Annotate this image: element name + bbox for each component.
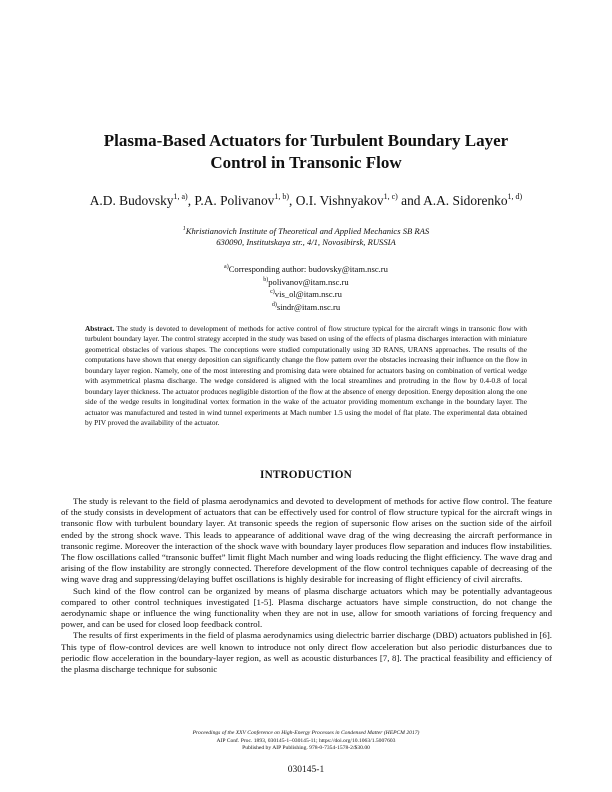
email-sup: c) bbox=[270, 289, 275, 295]
author-name: P.A. Polivanov bbox=[194, 193, 275, 208]
author-separator: and bbox=[397, 193, 424, 208]
body-paragraph: The results of first experiments in the field of plasma aerodynamics using dielectric barrier discharge (DBD) actuators published in [6]. This type of flow-control devices are well known to introduce not only direct flow acceleration but also periodic disturbances due to periodic flow acceleration in the boundary-layer region, as well as acoustic disturbances [7, 8]. The practical feasibility and efficiency of the plasma discharge technique for subsonic bbox=[61, 630, 552, 675]
author-separator: , bbox=[187, 193, 195, 208]
body-text bbox=[61, 496, 552, 675]
abstract-text: The study is devoted to development of methods for active control of flow structure typical for the aircraft wings in transonic flow with turbulent boundary layer. The control strategy accepted in the study was based on using of the effects of plasma discharges interaction with miniature geometrical obstacles of various shapes. The conceptions were studied computationally using 3D RANS, URANS approaches. The results of the computations have shown that energy deposition can significantly change the flow pattern over the obstacles increasing their influence on the flow in boundary layer region. Namely, one of the most interesting and promising data were obtained for actuators basing on combination of vertical wedge with asymmetrical plasma discharge. The wedge considered is aligned with the local streamlines and protruding in the flow by 0.4-0.8 of local boundary layer thickness. The actuator produces negligible distortion of the flow at the absence of energy deposition. Energy deposition along the one side of the wedge results in longitudinal vortex formation in the wake of the actuator providing momentum exchange in the boundary layer. The actuator was manufactured and tested in wind tunnel experiments at Mach number 1.5 using the model of flat plate. The experimental data obtained by PIV proved the availability of the actuator. bbox=[85, 324, 527, 428]
affiliation-sup: 1 bbox=[182, 226, 186, 232]
email-sup: a) bbox=[224, 264, 229, 270]
author-name: A.D. Budovsky bbox=[89, 193, 174, 208]
author-separator: , bbox=[289, 193, 296, 208]
page-number: 030145-1 bbox=[287, 765, 325, 775]
section-heading: INTRODUCTION bbox=[260, 469, 352, 481]
email-sup: b) bbox=[263, 276, 269, 283]
email-text: vis_ol@itam.nsc.ru bbox=[274, 289, 342, 299]
body-paragraph: The study is relevant to the field of plasma aerodynamics and devoted to development of methods for active flow control. The feature of the study consists in development of actuators that can be effectively used for control of flow structure typical for the aircraft wings in transonic flow with turbulent boundary layer. At transonic speeds the region of supersonic flow arises on the suction side of the airfoil ended by the strong shock wave. This leads to appearance of additional wave drag of the wing decreasing the aircraft performance in transonic regime. Moreover the interaction of the shock wave with boundary layer produces flow separation and induces flow instabilities. The flow oscillations called “transonic buffet” limit flight Mach number and wing loads reducing the flight efficiency. The wave drag and arising of the flow instability are strongly connected. Therefore development of the flow control techniques capable of decreasing of the wing wave drag and suppressing/delaying buffet oscillations is highly desirable for increasing of flight efficiency of civil aircrafts. bbox=[61, 496, 552, 585]
author-affil-sup: 1, c) bbox=[383, 192, 398, 201]
email-entry bbox=[60, 300, 552, 313]
author-affil-sup: 1, b) bbox=[274, 192, 290, 201]
author-affil-sup: 1, a) bbox=[173, 192, 188, 201]
affiliation bbox=[60, 224, 552, 248]
email-text: Corresponding author: budovsky@itam.nsc.ru bbox=[228, 264, 388, 274]
email-entry bbox=[60, 275, 552, 288]
abstract bbox=[85, 324, 527, 429]
footer-proceedings: Proceedings of the XXV Conference on High-Energy Processes in Condensed Matter (HEPCM 2017) bbox=[192, 730, 420, 736]
author-list bbox=[40, 188, 572, 210]
affiliation-line-1: Khristianovich Institute of Theoretical and Applied Mechanics SB RAS bbox=[185, 226, 430, 236]
email-text: polivanov@itam.nsc.ru bbox=[268, 276, 349, 287]
affiliation-line-2: 630090, Institutskaya str., 4/1, Novosibirsk, RUSSIA bbox=[216, 237, 396, 247]
email-entry bbox=[60, 262, 552, 275]
author-name: A.A. Sidorenko bbox=[423, 193, 508, 208]
email-list bbox=[60, 262, 552, 312]
body-paragraph: Such kind of the flow control can be organized by means of plasma discharge actuators which may be potentially advantageous compared to other control techniques investigated [1-5]. Plasma discharge actuators have simple construction, do not change the aerodynamic shape or influence the wing functionality when they are not in use, allow for smooth variations of forcing frequency and power, and can be used for closed loop feedback control. bbox=[61, 585, 552, 630]
author-name: O.I. Vishnyakov bbox=[295, 193, 384, 208]
email-entry bbox=[60, 287, 552, 300]
title-line-1: Plasma-Based Actuators for Turbulent Boundary Layer bbox=[103, 131, 509, 150]
page-footer bbox=[60, 730, 552, 753]
paper-title bbox=[60, 130, 552, 174]
title-line-2: Control in Transonic Flow bbox=[210, 153, 402, 172]
author-affil-sup: 1, d) bbox=[507, 192, 523, 201]
abstract-label: Abstract. bbox=[85, 324, 115, 333]
email-sup: d) bbox=[271, 301, 277, 308]
footer-citation: AIP Conf. Proc. 1893, 030145-1–030145-11; https://doi.org/10.1063/1.5007603 bbox=[216, 737, 396, 744]
email-text: sindr@itam.nsc.ru bbox=[276, 301, 341, 312]
footer-publisher: Published by AIP Publishing. 978-0-7354-1578-2/$30.00 bbox=[242, 745, 370, 752]
